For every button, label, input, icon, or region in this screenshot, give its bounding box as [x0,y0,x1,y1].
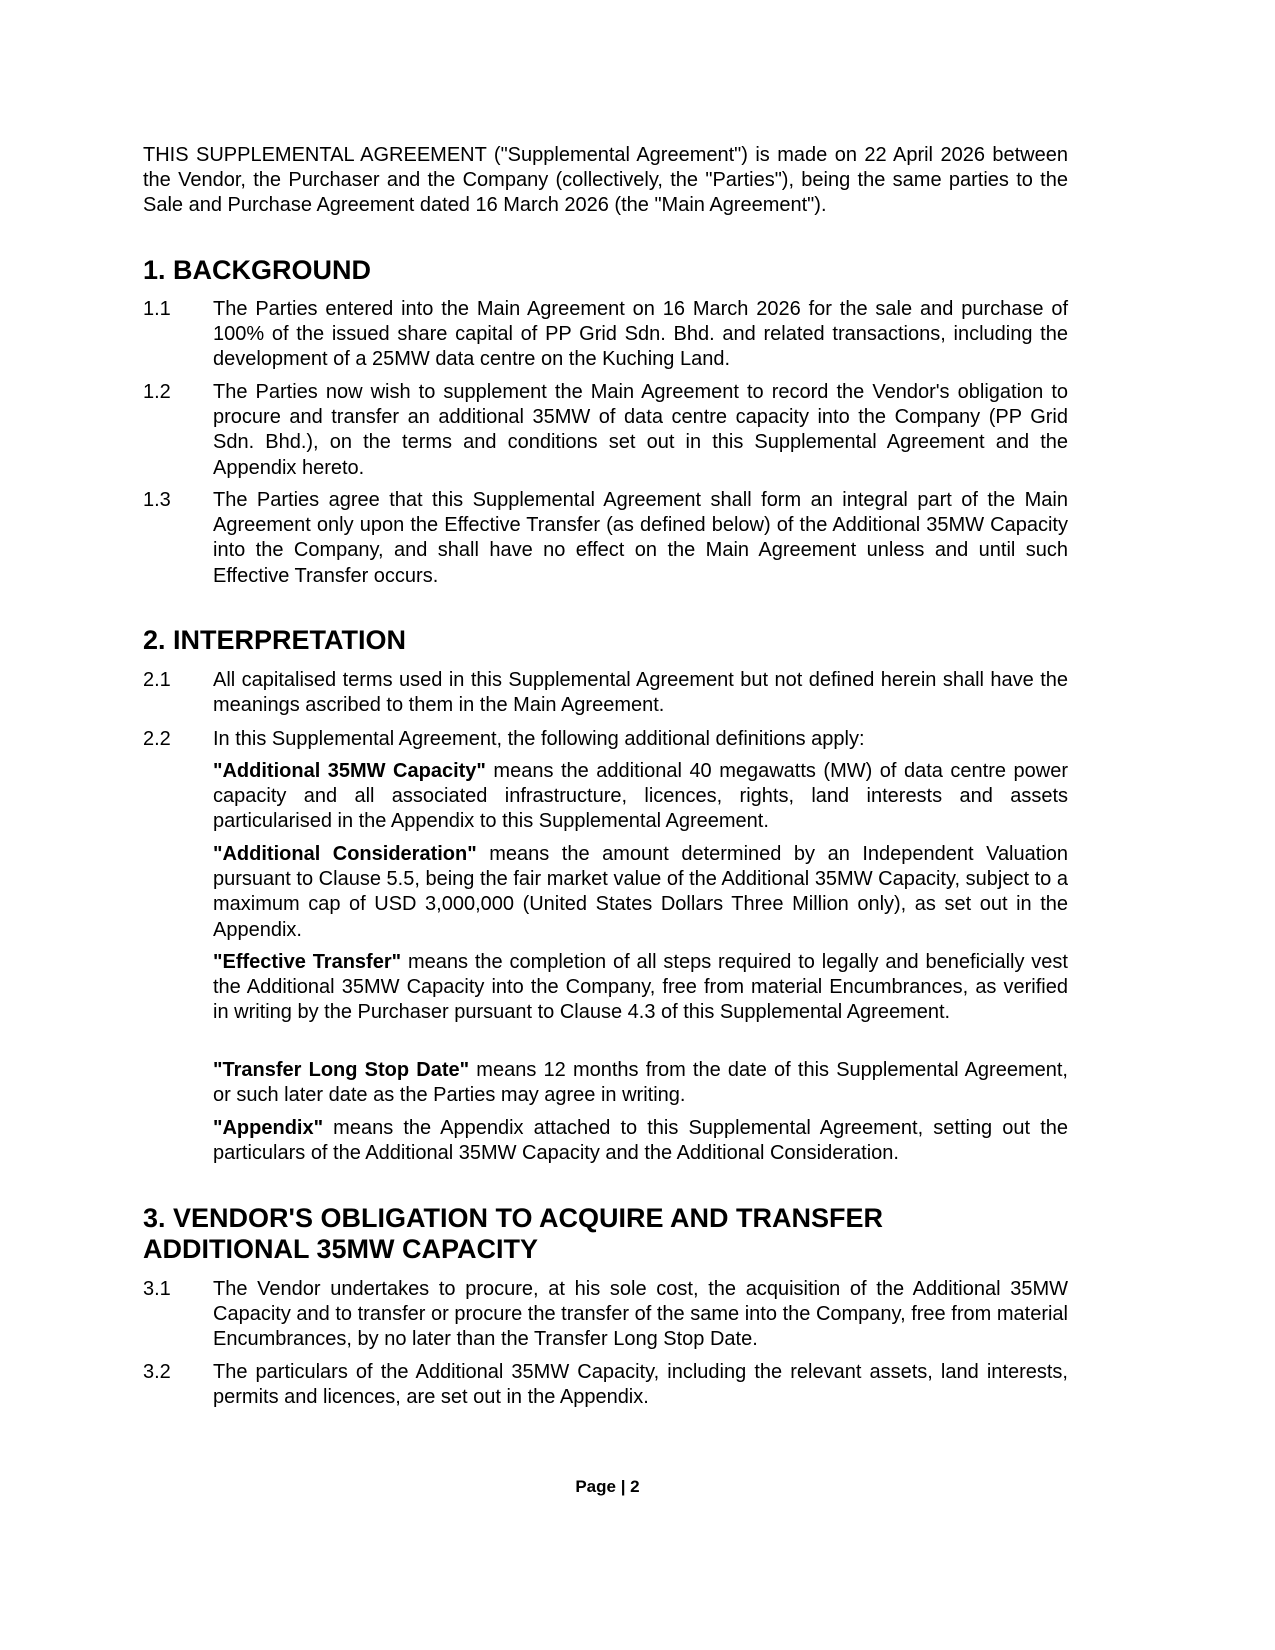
definition-text: means the Appendix attached to this Supplemental Agreement, setting out the particulars of the Additional 35MW Capacity and the Additional Consideration. [213,1117,1068,1165]
clause-number: 3.1 [143,1278,171,1300]
heading-line: 3. VENDOR'S OBLIGATION TO ACQUIRE AND TRANSFER [143,1203,883,1233]
definition-term: "Additional Consideration" [213,843,477,865]
clause-number: 3.2 [143,1361,171,1383]
clause-1-3 [143,488,1068,589]
clause-3-2 [143,1360,1068,1410]
definition-additional-capacity [213,759,1068,835]
section-heading-vendor-obligation [143,1203,1068,1265]
definition-effective-transfer [213,950,1068,1026]
clause-number: 1.1 [143,298,171,320]
clause-text: In this Supplemental Agreement, the following additional definitions apply: [213,728,865,750]
clause-1-2 [143,380,1068,481]
clause-number: 1.2 [143,381,171,403]
definition-text: means the additional 40 megawatts (MW) of data centre power capacity and all associated infrastructure, licences, rights, land interests and assets particularised in the Appendix to this Supplemental Agreement. [213,760,1069,833]
page-number: Page | 2 [575,1477,640,1496]
definition-term: "Transfer Long Stop Date" [213,1059,470,1081]
section-heading-interpretation: 2. INTERPRETATION [143,625,407,655]
definition-text: means the amount determined by an Independent Valuation pursuant to Clause 5.5, being the fair market value of the Additional 35MW Capacity, subject to a maximum cap of USD 3,000,000 (United States Dollars Three Million only), as set out in the Appendix. [213,843,1068,941]
heading-line: ADDITIONAL 35MW CAPACITY [143,1234,539,1264]
definition-additional-consideration [213,842,1068,943]
definition-text: means 12 months from the date of this Supplemental Agreement, or such later date as the Parties may agree in writing. [213,1059,1068,1107]
clause-text: The Parties now wish to supplement the Main Agreement to record the Vendor's obligation to procure and transfer an additional 35MW of data centre capacity into the Company (PP Grid Sdn. Bhd.), on the terms and conditions set out in this Supplemental Agreement and the Appendix hereto. [213,381,1068,479]
clause-text: The Vendor undertakes to procure, at his sole cost, the acquisition of the Additional 35MW Capacity and to transfer or procure the transfer of the same into the Company, free from material Encumbrances, by no later than the Transfer Long Stop Date. [213,1278,1068,1351]
clause-text: The Parties entered into the Main Agreement on 16 March 2026 for the sale and purchase of 100% of the issued share capital of PP Grid Sdn. Bhd. and related transactions, including the development of a 25MW data centre on the Kuching Land. [213,298,1068,371]
definition-text: means the completion of all steps required to legally and beneficially vest the Additional 35MW Capacity into the Company, free from material Encumbrances, as verified in writing by the Purchaser pursuant to Clause 4.3 of this Supplemental Agreement. [213,951,1068,1024]
clause-number: 2.2 [143,728,171,750]
definition-term: "Appendix" [213,1117,324,1139]
clause-3-1 [143,1277,1068,1353]
clause-2-1 [143,668,1068,718]
clause-text: The particulars of the Additional 35MW Capacity, including the relevant assets, land interests, permits and licences, are set out in the Appendix. [213,1361,1068,1409]
section-heading-background: 1. BACKGROUND [143,255,372,285]
clause-number: 1.3 [143,489,171,511]
clause-text: The Parties agree that this Supplemental Agreement shall form an integral part of the Main Agreement only upon the Effective Transfer (as defined below) of the Additional 35MW Capacity into the Company, and shall have no effect on the Main Agreement unless and until such Effective Transfer occurs. [213,489,1068,587]
definition-term: "Effective Transfer" [213,951,402,973]
clause-number: 2.1 [143,669,171,691]
definition-term: "Additional 35MW Capacity" [213,760,486,782]
clause-1-1 [143,297,1068,373]
clause-2-2 [143,727,1068,752]
definition-appendix [213,1116,1068,1166]
intro-paragraph: THIS SUPPLEMENTAL AGREEMENT ("Supplemental Agreement") is made on 22 April 2026 between the Vendor, the Purchaser and the Company (collectively, the "Parties"), being the same parties to the Sale and Purchase Agreement dated 16 March 2026 (the "Main Agreement"). [143,144,1068,217]
definition-long-stop-date [213,1058,1068,1108]
clause-text: All capitalised terms used in this Supplemental Agreement but not defined herein shall have the meanings ascribed to them in the Main Agreement. [213,669,1068,717]
